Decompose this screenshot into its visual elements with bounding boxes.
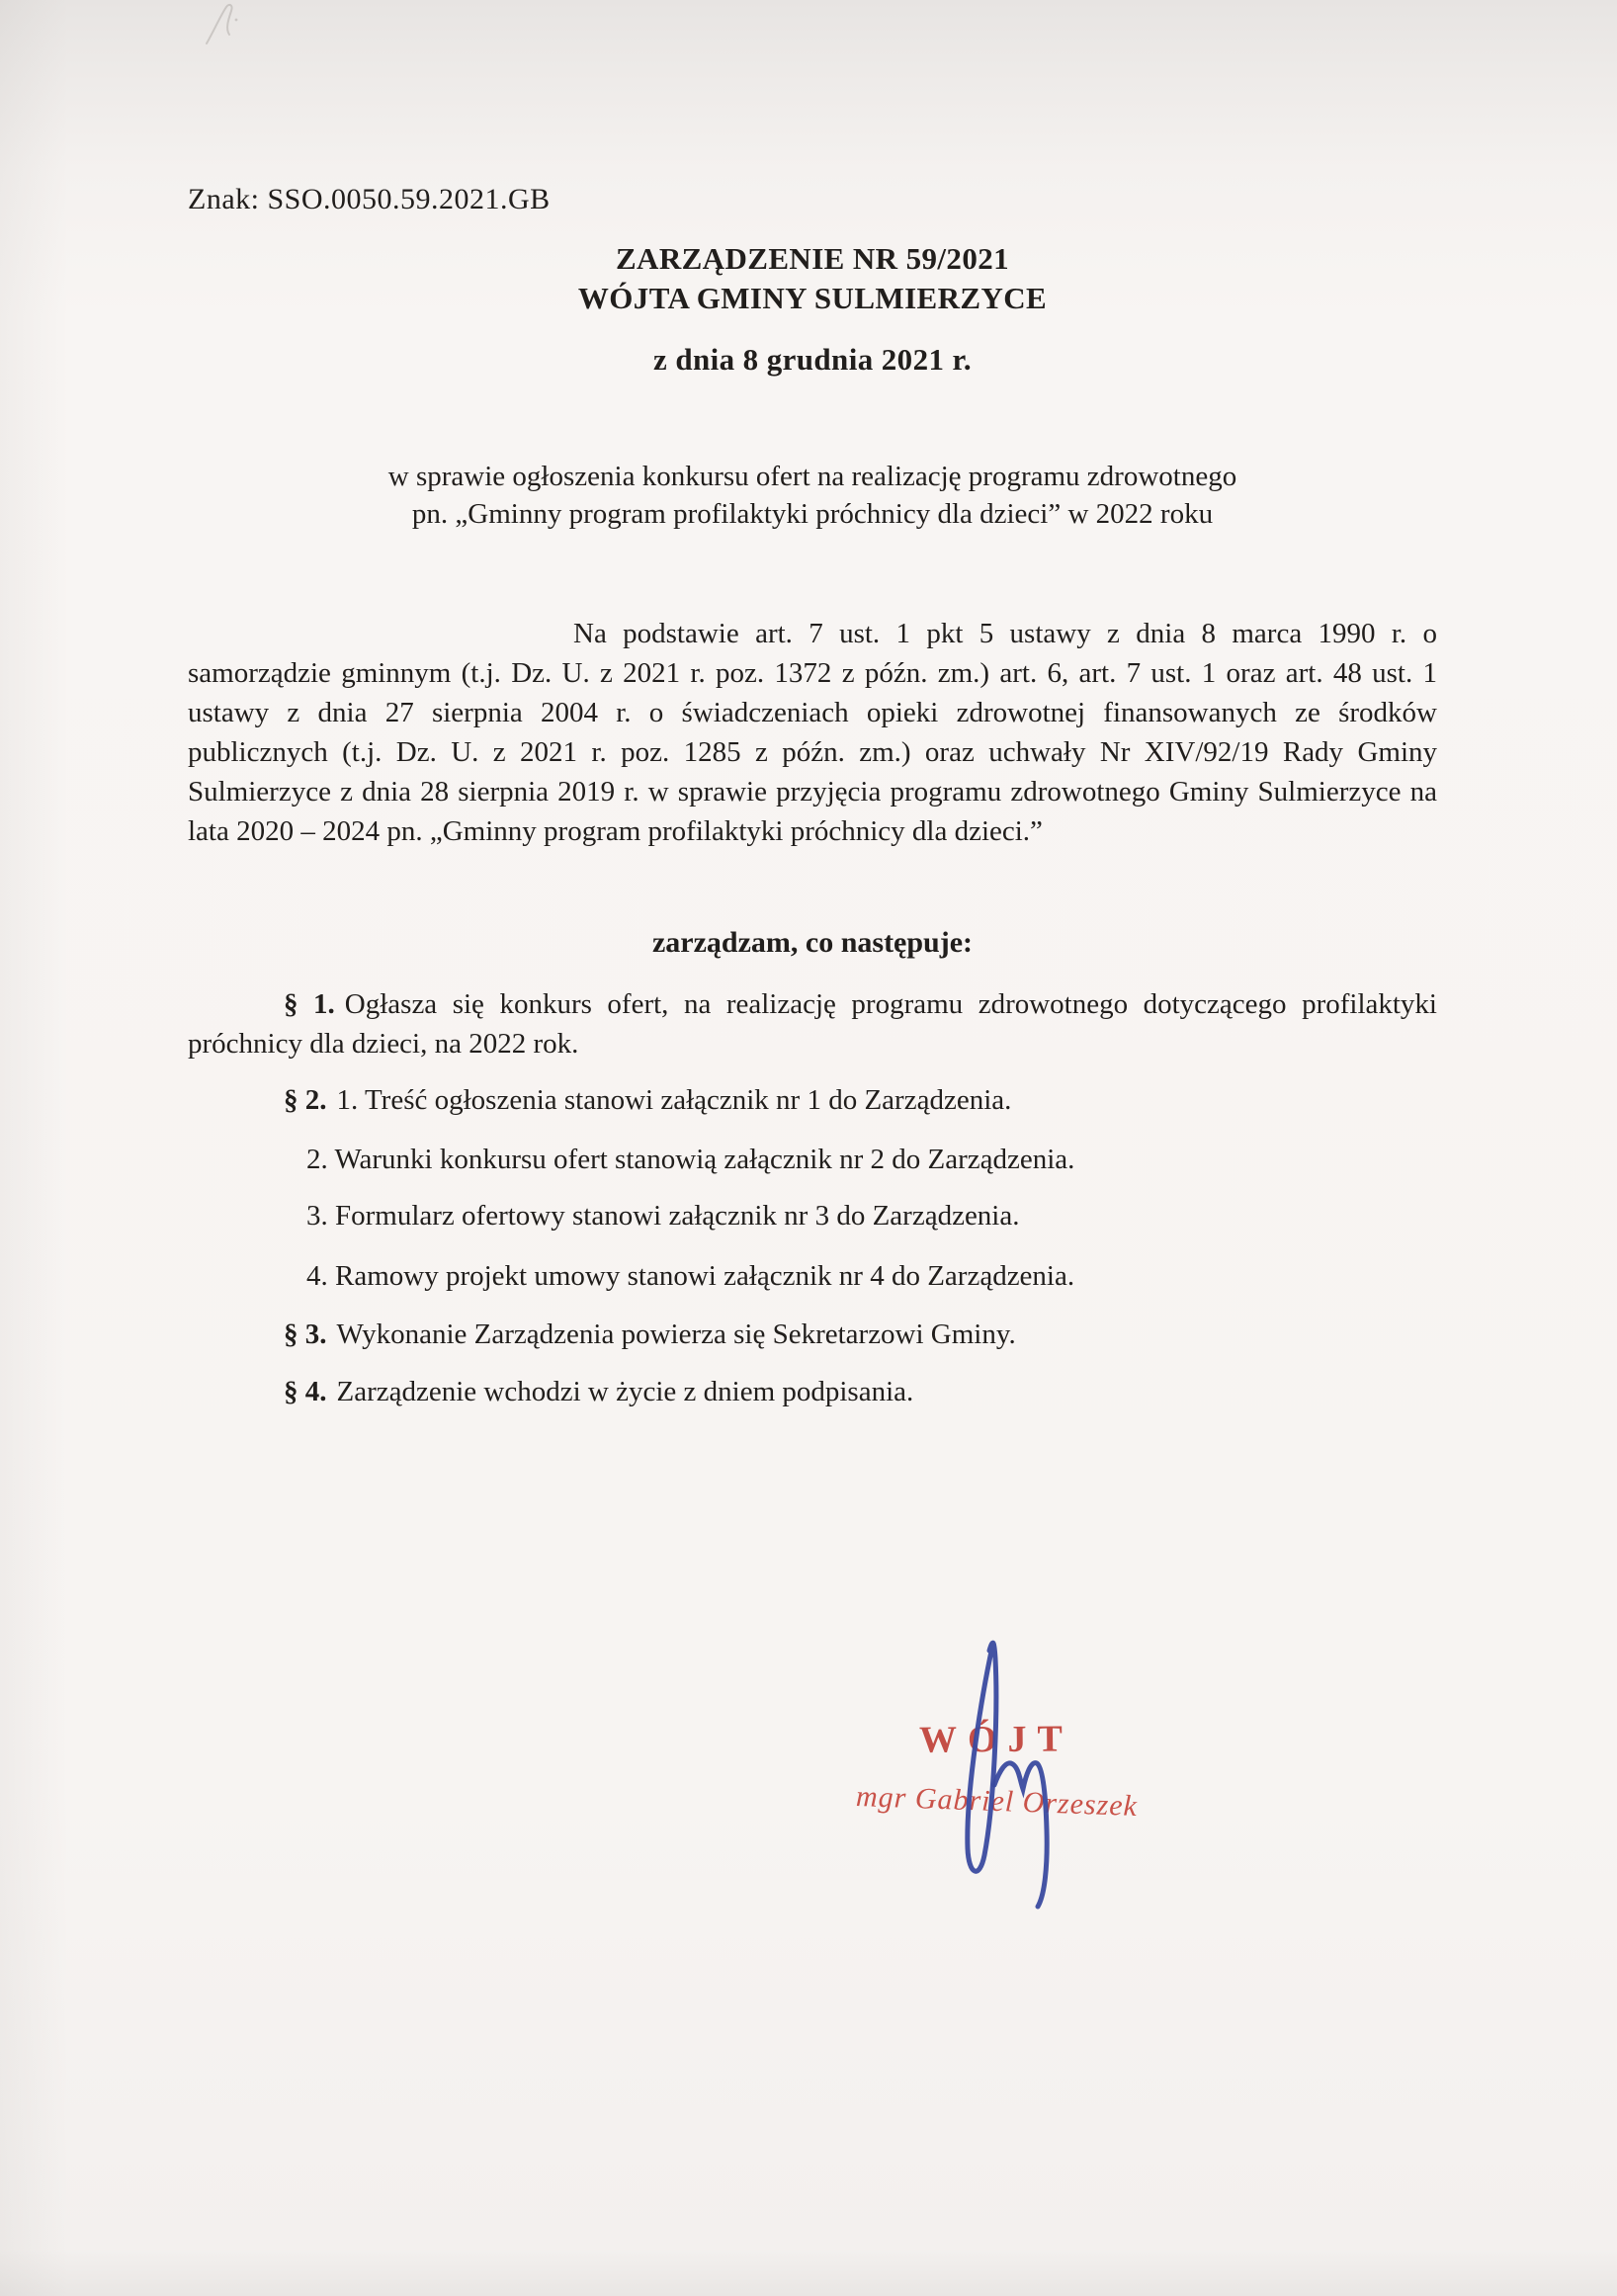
section-marker-7: § 4. — [284, 1376, 327, 1407]
order-heading: zarządzam, co następuje: — [651, 926, 974, 959]
section-paragraph-4 — [188, 1196, 1437, 1235]
reference-number: Znak: SSO.0050.59.2021.GB — [188, 183, 551, 215]
section-text-1: Ogłasza się konkurs ofert, na realizację programu zdrowotnego dotyczącego profilaktyki próchnicy dla dzieci, na 2022 rok. — [188, 988, 1437, 1060]
section-text-2: 1. Treść ogłoszenia stanowi załącznik nr 1 do Zarządzenia. — [336, 1084, 1012, 1116]
section-paragraph-5 — [188, 1256, 1437, 1296]
section-text-5: 4. Ramowy projekt umowy stanowi załącznik nr 4 do Zarządzenia. — [306, 1260, 1075, 1292]
section-paragraph-2 — [188, 1080, 1437, 1120]
pencil-scribble-artifact — [193, 0, 262, 49]
section-text-3: 2. Warunki konkursu ofert stanowią załącznik nr 2 do Zarządzenia. — [306, 1144, 1075, 1175]
section-text-7: Zarządzenie wchodzi w życie z dniem podpisania. — [336, 1376, 914, 1407]
subject-line-2: pn. „Gminny program profilaktyki próchnicy dla dzieci” w 2022 roku — [411, 498, 1214, 530]
ordinance-date: z dnia 8 grudnia 2021 r. — [653, 342, 972, 377]
subject-block — [188, 458, 1437, 533]
legal-basis-paragraph: Na podstawie art. 7 ust. 1 pkt 5 ustawy z dnia 8 marca 1990 r. o samorządzie gminnym (t.j. Dz. U. z 2021 r. poz. 1372 z późn. zm.) art. 6, art. 7 ust. 1 oraz art. 48 ust. 1 ustawy z dnia 27 sierpnia 2004 r. o świadczeniach opieki zdrowotnej finansowanych ze środków publicznych (t.j. Dz. U. z 2021 r. poz. 1285 z późn. zm.) oraz uchwały Nr XIV/92/19 Rady Gminy Sulmierzyce z dnia 28 sierpnia 2019 r. w sprawie przyjęcia programu zdrowotnego Gminy Sulmierzyce na lata 2020 – 2024 pn. „Gminny program profilaktyki próchnicy dla dzieci.” — [188, 618, 1437, 847]
ordinance-title: ZARZĄDZENIE NR 59/2021 — [615, 241, 1010, 276]
section-marker-1: § 1. — [284, 988, 335, 1020]
section-paragraph-1 — [188, 984, 1437, 1063]
handwritten-signature — [939, 1629, 1063, 1920]
ordinance-heading — [188, 239, 1437, 380]
mayor-stamp-name: mgr Gabriel Orzeszek — [855, 1780, 1139, 1823]
section-paragraph-3 — [188, 1140, 1437, 1179]
section-text-6: Wykonanie Zarządzenia powierza się Sekretarzowi Gminy. — [336, 1318, 1016, 1350]
section-marker-6: § 3. — [284, 1318, 327, 1350]
section-text-4: 3. Formularz ofertowy stanowi załącznik nr 3 do Zarządzenia. — [306, 1200, 1020, 1232]
subject-line-1: w sprawie ogłoszenia konkursu ofert na realizację programu zdrowotnego — [387, 461, 1237, 492]
section-paragraph-7 — [188, 1372, 1437, 1411]
mayor-stamp-title: WÓJT — [918, 1718, 1074, 1761]
ordinance-issuer: WÓJTA GMINY SULMIERZYCE — [577, 281, 1048, 315]
section-paragraph-6 — [188, 1315, 1437, 1354]
section-marker-2: § 2. — [284, 1084, 327, 1116]
